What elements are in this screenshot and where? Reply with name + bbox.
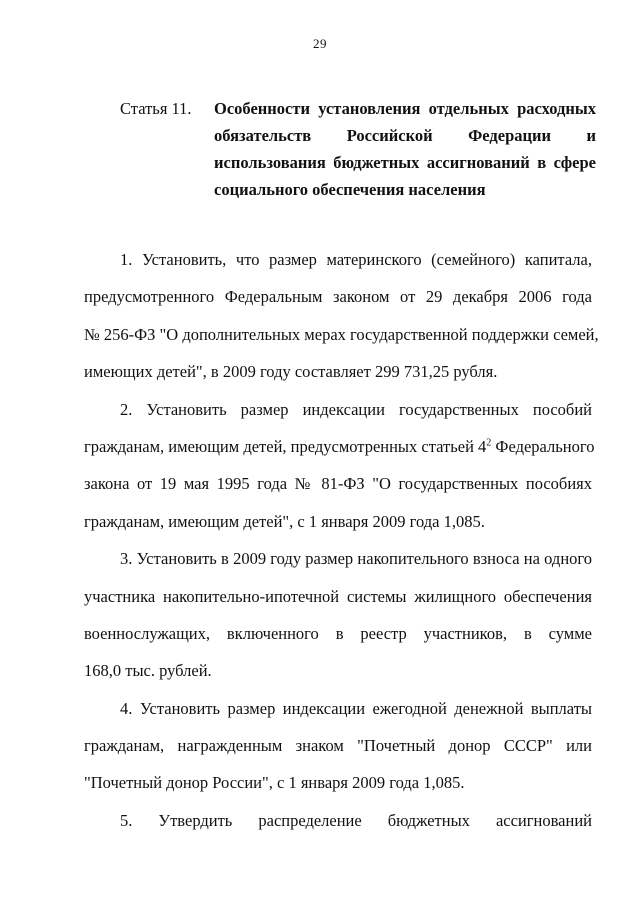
paragraph-2-line: 2. Установить размер индексации государственных пособий (120, 399, 592, 419)
article-label: Статья 11. (120, 99, 192, 118)
paragraph-4-line: "Почетный донор России", с 1 января 2009 года 1,085. (84, 773, 465, 793)
paragraph-4-line: 4. Установить размер индексации ежегодной денежной выплаты (120, 698, 592, 718)
paragraph-3-line: 168,0 тыс. рублей. (84, 661, 212, 681)
superscript: 2 (486, 437, 492, 449)
paragraph-3-line: военнослужащих, включенного в реестр участников, в сумме (84, 623, 592, 643)
paragraph-1-line: предусмотренного Федеральным законом от 29 декабря 2006 года (84, 287, 592, 307)
paragraph-1-line: имеющих детей", в 2009 году составляет 299 731,25 рубля. (84, 362, 498, 382)
article-title-line: обязательств Российской Федерации и (214, 126, 596, 145)
article-title-line: Особенности установления отдельных расходных (214, 99, 596, 118)
article-body (84, 241, 599, 839)
paragraph-2-line (84, 428, 595, 465)
article-title-line: социального обеспечения населения (214, 180, 486, 199)
article-title-line: использования бюджетных ассигнований в сфере (214, 153, 596, 172)
paragraph-4-line: гражданам, награжденным знаком "Почетный донор СССР" или (84, 736, 592, 756)
page-number: 29 (313, 36, 327, 51)
article-title (214, 95, 596, 203)
article-heading (120, 95, 600, 205)
paragraph-2-line: закона от 19 мая 1995 года № 81-ФЗ "О государственных пособиях (84, 474, 592, 494)
paragraph-2-line: гражданам, имеющим детей", с 1 января 2009 года 1,085. (84, 511, 485, 531)
paragraph-3-line: 3. Установить в 2009 году размер накопительного взноса на одного (120, 549, 592, 569)
paragraph-3-line: участника накопительно-ипотечной системы жилищного обеспечения (84, 586, 592, 606)
paragraph-2-line-tail: Федерального (491, 436, 595, 456)
paragraph-1-line: 1. Установить, что размер материнского (семейного) капитала, (120, 250, 592, 269)
paragraph-5-line: 5. Утвердить распределение бюджетных ассигнований (120, 810, 592, 830)
paragraph-1-line: № 256-ФЗ "О дополнительных мерах государственной поддержки семей, (84, 324, 599, 344)
paragraph-2-line-text: гражданам, имеющим детей, предусмотренных статьей 4 (84, 436, 487, 456)
